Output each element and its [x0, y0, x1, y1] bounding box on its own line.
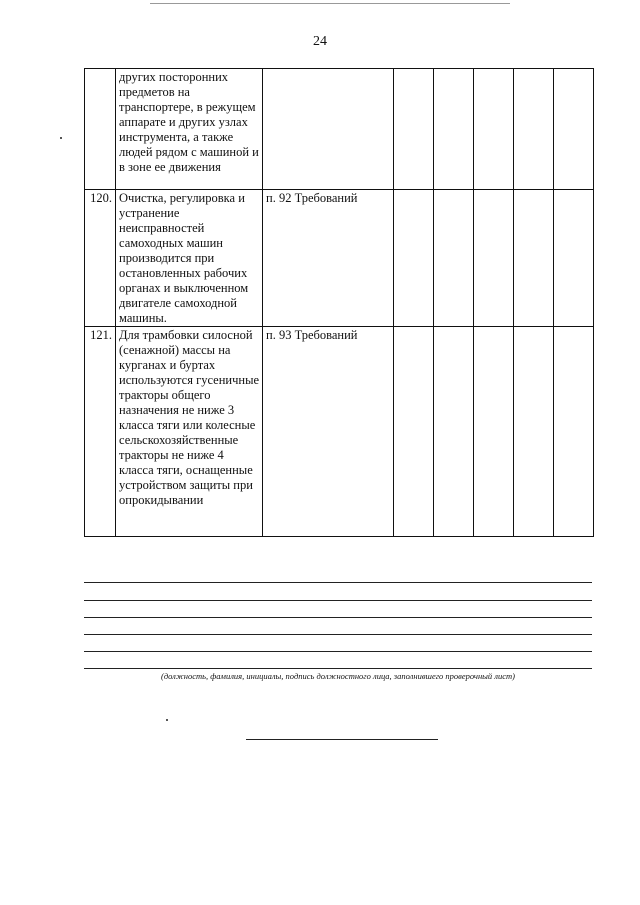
- signature-line[interactable]: [84, 668, 592, 669]
- signature-line[interactable]: [84, 651, 592, 652]
- notes-cell[interactable]: [514, 327, 554, 537]
- table-row: [85, 327, 594, 537]
- scan-artifact-dot: [166, 719, 168, 721]
- page-number: 24: [313, 34, 327, 49]
- answer-no-cell[interactable]: [434, 190, 474, 327]
- signature-line[interactable]: [84, 582, 592, 583]
- answer-na-cell[interactable]: [474, 190, 514, 327]
- comment-cell[interactable]: [554, 190, 594, 327]
- reference-cell: п. 92 Требований: [263, 190, 394, 327]
- scan-artifact-dot: [60, 137, 62, 139]
- row-number: 121.: [85, 327, 116, 537]
- requirement-text: других посторонних предметов на транспортере, в режущем аппарате и других узлах инструмента, а также людей рядом с машиной и в зоне ее движения: [116, 69, 263, 190]
- answer-na-cell[interactable]: [474, 69, 514, 190]
- answer-no-cell[interactable]: [434, 69, 474, 190]
- signature-line[interactable]: [84, 634, 592, 635]
- comment-cell[interactable]: [554, 69, 594, 190]
- answer-yes-cell[interactable]: [394, 190, 434, 327]
- checklist-table: [84, 68, 594, 537]
- answer-yes-cell[interactable]: [394, 327, 434, 537]
- signature-line[interactable]: [84, 617, 592, 618]
- table-row: [85, 69, 594, 190]
- requirement-text: Очистка, регулировка и устранение неисправностей самоходных машин производится при остановленных рабочих органах и выключенном двигателе самоходной машины.: [116, 190, 263, 327]
- table-row: [85, 190, 594, 327]
- row-number: [85, 69, 116, 190]
- signature-caption: (должность, фамилия, инициалы, подпись должностного лица, заполнившего проверочный лист): [160, 671, 516, 681]
- end-separator-line: [246, 739, 438, 740]
- answer-yes-cell[interactable]: [394, 69, 434, 190]
- comment-cell[interactable]: [554, 327, 594, 537]
- scan-artifact-line: [150, 3, 510, 4]
- requirement-text: Для трамбовки силосной (сенажной) массы на курганах и буртах используются гусеничные тракторы общего назначения не ниже 3 класса тяги или колесные сельскохозяйственные тракторы не ниже 4 класса тяги, оснащенные устройством защиты при опрокидывании: [116, 327, 263, 537]
- row-number: 120.: [85, 190, 116, 327]
- notes-cell[interactable]: [514, 69, 554, 190]
- signature-line[interactable]: [84, 600, 592, 601]
- answer-na-cell[interactable]: [474, 327, 514, 537]
- reference-cell: [263, 69, 394, 190]
- reference-cell: п. 93 Требований: [263, 327, 394, 537]
- answer-no-cell[interactable]: [434, 327, 474, 537]
- notes-cell[interactable]: [514, 190, 554, 327]
